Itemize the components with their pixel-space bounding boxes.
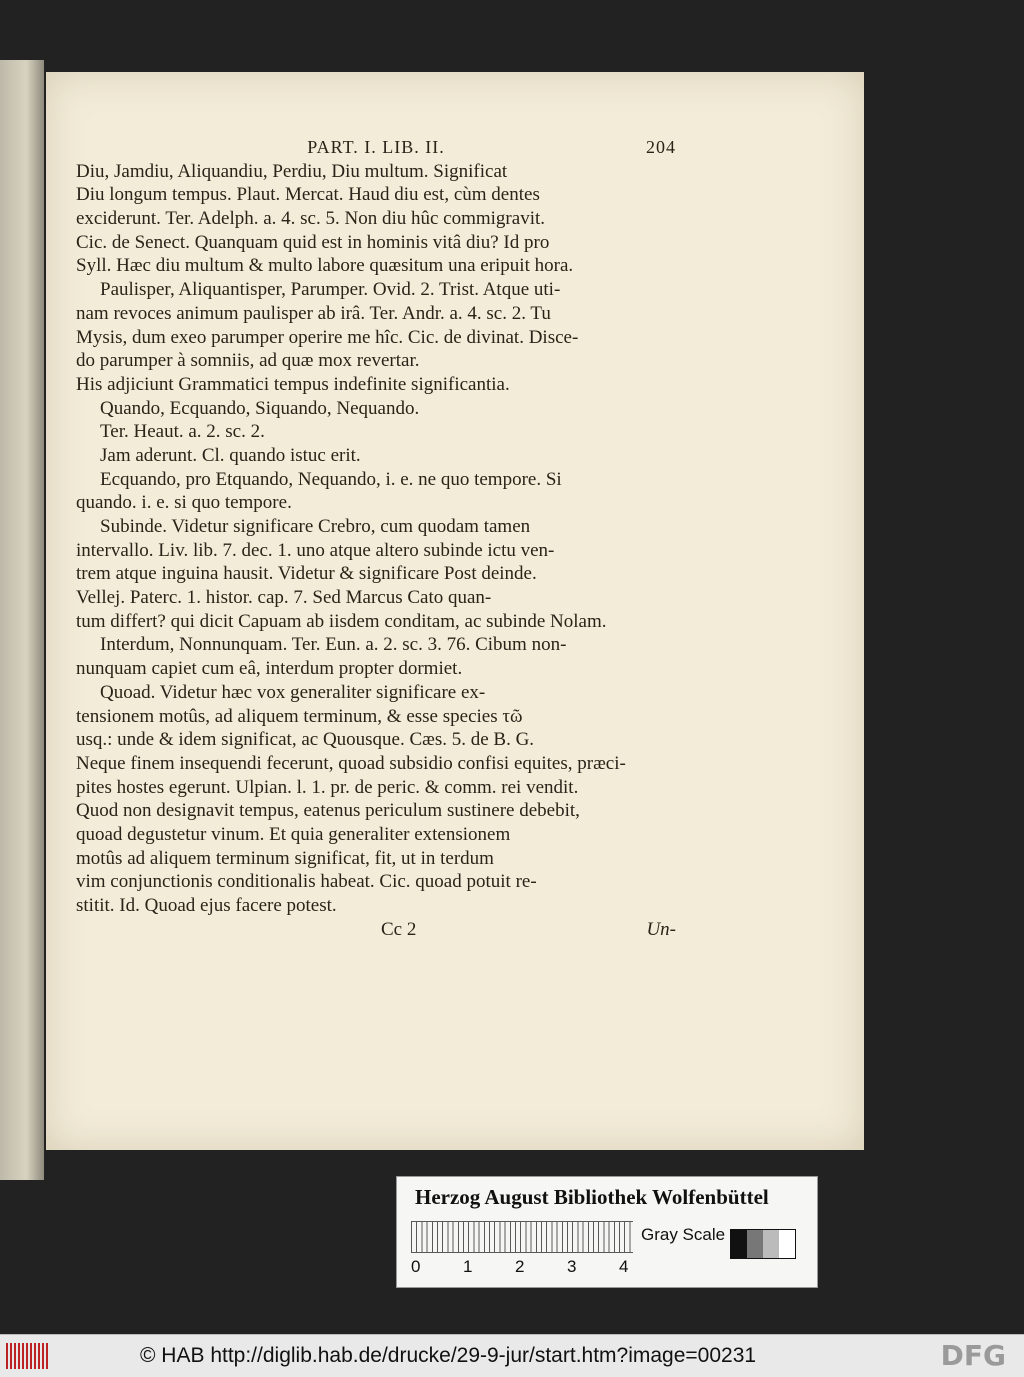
text-line: Ecquando, pro Etquando, Nequando, i. e. ne quo tempore. Si: [100, 468, 562, 490]
text-line: exciderunt. Ter. Adelph. a. 4. sc. 5. Non diu hûc commigravit.: [76, 208, 545, 230]
barcode-icon: [6, 1343, 48, 1369]
text-line: Jam aderunt. Cl. quando istuc erit.: [100, 444, 361, 466]
text-line: Paulisper, Aliquantisper, Parumper. Ovid. 2. Trist. Atque uti-: [100, 279, 561, 301]
text-line: Subinde. Videtur significare Crebro, cum quodam tamen: [100, 516, 531, 537]
adjacent-page-edge: [0, 60, 44, 1180]
text-line: Quando, Ecquando, Siquando, Nequando.: [100, 397, 420, 419]
gray-scale-label: Gray Scale: [641, 1225, 726, 1244]
text-line: Vellej. Paterc. 1. histor. cap. 7. Sed Marcus Cato quan-: [76, 587, 492, 609]
ruler-number: 0: [411, 1257, 421, 1276]
text-line: motûs ad aliquem terminum significat, fit, ut in terdum: [76, 847, 494, 869]
signature-line: [76, 918, 676, 942]
viewer-footer: [0, 1334, 1024, 1377]
catchword: Un-: [646, 918, 676, 940]
institution-name: Herzog August Bibliothek Wolfenbüttel: [415, 1185, 769, 1209]
page-text: [76, 136, 676, 941]
text-line: pites hostes egerunt. Ulpian. l. 1. pr. de peric. & comm. rei vendit.: [76, 776, 579, 798]
text-line: vim conjunctionis conditionalis habeat. Cic. quoad potuit re-: [76, 871, 537, 893]
text-line: Cic. de Senect. Quanquam quid est in hominis vitâ diu? Id pro: [76, 231, 550, 253]
gray-scale-swatch: [730, 1229, 796, 1259]
signature-mark: Cc 2: [381, 918, 417, 940]
text-line: trem atque inguina hausit. Videtur & significare Post deinde.: [76, 563, 537, 585]
ruler-number: 4: [619, 1257, 629, 1276]
ruler-number: 2: [515, 1257, 525, 1276]
text-line: His adjiciunt Grammatici tempus indefinite significantia.: [76, 373, 510, 395]
color-target-card: [396, 1176, 818, 1288]
text-line: do parumper à somniis, ad quæ mox revertar.: [76, 350, 420, 372]
page-number: 204: [646, 137, 676, 157]
text-line: Ter. Heaut. a. 2. sc. 2.: [100, 421, 265, 443]
ruler-number: 1: [463, 1257, 473, 1276]
text-line: quando. i. e. si quo tempore.: [76, 492, 292, 514]
book-page: [46, 72, 864, 1150]
text-line: usq.: unde & idem significat, ac Quousque. Cæs. 5. de B. G.: [76, 729, 535, 751]
measurement-ruler: [411, 1221, 633, 1253]
text-line: tum differt? qui dicit Capuam ab iisdem conditam, ac subinde Nolam.: [76, 610, 607, 632]
copyright-link[interactable]: © HAB http://diglib.hab.de/drucke/29-9-jur/start.htm?image=00231: [140, 1344, 757, 1367]
text-line: nunquam capiet cum eâ, interdum propter dormiet.: [76, 658, 463, 680]
dfg-logo: DFG: [940, 1339, 1006, 1372]
text-line: tensionem motûs, ad aliquem terminum, & esse species τῶ: [76, 705, 523, 727]
text-line: quoad degustetur vinum. Et quia generaliter extensionem: [76, 823, 511, 845]
text-line: Diu longum tempus. Plaut. Mercat. Haud diu est, cùm dentes: [76, 184, 540, 206]
ruler-numbers: [411, 1257, 651, 1279]
text-line: Quoad. Videtur hæc vox generaliter significare ex-: [100, 681, 486, 703]
text-line: Quod non designavit tempus, eatenus periculum sustinere debebit,: [76, 800, 580, 822]
text-line: Syll. Hæc diu multum & multo labore quæsitum una eripuit hora.: [76, 255, 574, 277]
text-line: nam revoces animum paulisper ab irâ. Ter. Andr. a. 4. sc. 2. Tu: [76, 302, 551, 324]
text-line: intervallo. Liv. lib. 7. dec. 1. uno atque altero subinde ictu ven-: [76, 539, 555, 561]
text-line: Interdum, Nonnunquam. Ter. Eun. a. 2. sc. 3. 76. Cibum non-: [100, 634, 567, 656]
ruler-number: 3: [567, 1257, 577, 1276]
running-title: PART. I. LIB. II.: [307, 137, 445, 157]
running-header: [76, 136, 676, 160]
text-line: Neque finem insequendi fecerunt, quoad subsidio confisi equites, præci-: [76, 752, 626, 774]
text-line: stitit. Id. Quoad ejus facere potest.: [76, 895, 337, 916]
text-line: Diu, Jamdiu, Aliquandiu, Perdiu, Diu multum. Significat: [76, 160, 508, 182]
text-line: Mysis, dum exeo parumper operire me hîc. Cic. de divinat. Disce-: [76, 326, 579, 348]
